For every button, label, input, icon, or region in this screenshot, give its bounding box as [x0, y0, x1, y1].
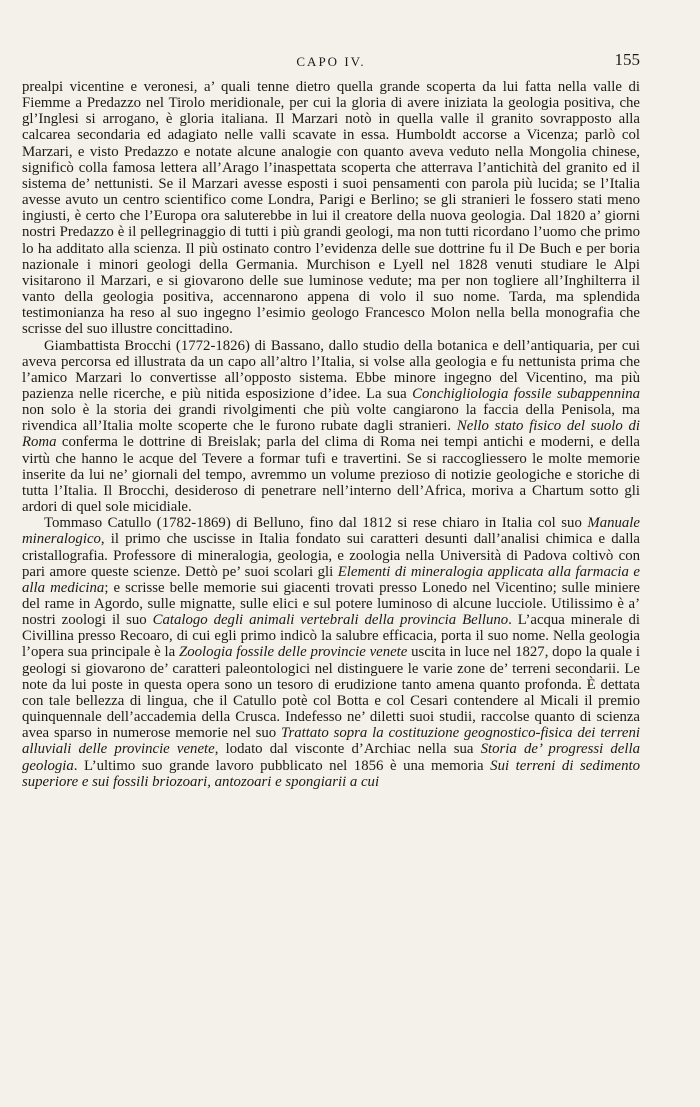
italic-title: Zoologia fossile delle provincie venete	[179, 644, 408, 661]
text-run: . L’ultimo suo grande lavoro pubblicato nel 1856 è una memoria	[73, 757, 491, 774]
text-run: . L’acqua minerale di Civillina presso Recoaro, di cui egli primo indicò la salubre efficacia, porta il suo nome. Nella geologia l’opera sua principale è la	[22, 612, 640, 661]
text-run: , il primo che uscisse in Italia fondato sui caratteri desunti dall’analisi chimica e dalla cristallografia. Professore di mineralogia, geologia, e zoologia nella Università di Padova coltivò con pari amore queste scienze. Dettò pe’ suoi scolari gli	[22, 531, 640, 580]
paragraph	[22, 79, 640, 338]
paragraph	[22, 338, 640, 516]
text-run: conferma le dottrine di Breislak; parla del clima di Roma nei tempi antichi e moderni, e della virtù che hanno le acque del Tevere a formar tufi e travertini. Se si raccogliessero le molte memorie inserite da lui ne’ giornali del tempo, avremmo un volume prezioso di notizie geologiche e storiche di tutta l’Italia. Il Brocchi, desideroso di penetrare nell’interno dell’Africa, moriva a Chartum sotto gli ardori di quel sole micidiale.	[22, 434, 640, 516]
italic-title: Elementi di mineralogia applicata alla farmacia e alla medicina	[22, 563, 640, 596]
italic-title: Catalogo degli animali vertebrali della provincia Belluno	[152, 612, 509, 629]
text-run: ; e scrisse belle memorie sui giacenti trovati presso Lonedo nel Vicentino; sulle miniere del rame in Agordo, sulle mignatte, sulle elici e sul potere luminoso di alcune lucciole. Utilissimo è a’ nostri zoologi il suo	[22, 579, 640, 629]
italic-title: Conchigliologia fossile subappennina	[412, 385, 640, 402]
page-header	[22, 50, 640, 78]
text-run: , lodato dal visconte d’Archiac nella sua	[214, 741, 481, 758]
italic-title: Manuale mineralogico	[22, 515, 640, 548]
text-run: uscita in luce nel 1827, dopo la quale i geologi si giovarono de’ caratteri paleontologici nel distinguere le varie zone de’ terreni secondarii. Le note da lui poste in questa opera sono un tesoro di erudizione tanto amena quanto profonda. È dettata con tale bellezza di lingua, che il Catullo potè col Botta e col Cesari contendere al Micali il premio quinquennale dell’accademia della Crusca. Indefesso ne’ diletti suoi studii, raccolse quanto di scienza avea sparso in numerose memorie nel suo	[22, 644, 641, 742]
text-run: prealpi vicentine e veronesi, a’ quali tenne dietro quella grande scoperta da lui fatta nella valle di Fiemme a Predazzo nel Tirolo meridionale, per cui la gloria di avere iniziata la geologia positiva, che gl’Inglesi si arrogano, è gloria italiana. Il Marzari notò in quella valle il granito sovrapposto alla calcarea secondaria ed adagiato nelle valli scavate in essa. Humboldt accorse a Vicenza; parlò col Marzari, e visto Predazzo e notate alcune analogie con quanto aveva veduto nella Mongolia chinese, significò colla famosa lettera all’Arago l’inaspettata scoperta che atterrava l’antichità del granito ed il sistema de’ nettunisti. Se il Marzari avesse esposti i suoi pensamenti con parola più lucida; se l’Italia avesse avuto un centro scientifico come Londra, Parigi e Berlino; se gli stranieri le fossero stati meno ingiusti, è certo che l’Europa ora saluterebbe in lui il creatore della nuova geologia. Dal 1820 a’ giorni nostri Predazzo è il pellegrinaggio di tutti i più grandi geologi, ma non tutti ricordano l’uomo che primo lo ha additato alla scienza. Il più ostinato contro l’evidenza delle sue dottrine fu il De Buch e per boria nazionale i minori geologi della Germania. Murchison e Lyell nel 1828 venuti studiare le Alpi visitarono il Marzari, e si giovarono delle sue luminose vedute; ma per non togliere all’Inghilterra il vanto della geologia positiva, accennarono appena di volo il suo nome. Tarda, ma splendida testimonianza ha reso al suo ingegno l’esimio geologo Francesco Molon nella bella monografia che scrisse del suo illustre concittadino.	[22, 79, 640, 338]
italic-title: Storia de’ progressi della geologia	[22, 741, 640, 774]
text-run: non solo è la storia dei grandi rivolgimenti che più volte cangiarono la faccia della Penisola, ma rivendica all’Italia molte scoperte che le furono rubate dagli stranieri.	[22, 402, 640, 435]
text-run: Giambattista Brocchi (1772-1826) di Bassano, dallo studio della botanica e dell’antiquaria, per cui aveva percorsa ed illustrata da un capo all’altro l’Italia, si volse alla geologia e fu nettunista prima che l’amico Marzari lo convertisse all’opposto sistema. Ebbe minore ingegno del Vicentino, ma più pazienza nelle ricerche, e più nitida esposizione d’idee. La sua	[22, 337, 640, 402]
running-head: CAPO IV.	[296, 54, 366, 69]
paragraph	[22, 515, 640, 790]
text-run: Tommaso Catullo (1782-1869) di Belluno, fino dal 1812 si rese chiaro in Italia col suo	[44, 515, 588, 532]
page-number: 155	[614, 50, 640, 69]
italic-title: Trattato sopra la costituzione geognostico-fisica dei terreni alluviali delle provincie venete	[22, 725, 640, 758]
italic-title: Sui terreni di sedimento superiore e sui fossili briozoari, antozoari e spongiarii a cui	[22, 757, 640, 790]
body-text	[22, 79, 640, 790]
italic-title: Nello stato fisico del suolo di Roma	[22, 418, 641, 451]
